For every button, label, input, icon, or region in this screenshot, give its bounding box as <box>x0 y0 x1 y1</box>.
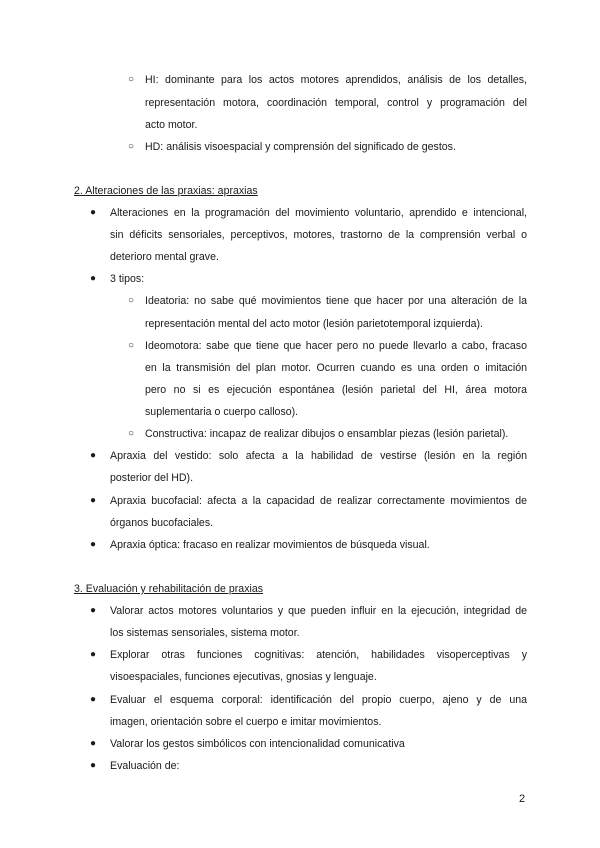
list-item-line: posterior del HD). <box>110 472 194 484</box>
open-bullet-icon: ○ <box>128 141 135 152</box>
list-item-line: deterioro mental grave. <box>110 251 219 263</box>
filled-bullet-icon: ● <box>90 605 97 616</box>
list-item-line: Apraxia del vestido: solo afecta a la habilidad de vestirse (lesión en la región <box>110 450 527 462</box>
list-item-line: órganos bucofaciales. <box>110 517 214 529</box>
list-item-line: representación motora, coordinación temporal, control y programación del <box>145 97 527 109</box>
filled-bullet-icon: ● <box>90 760 97 771</box>
list-item-line: Alteraciones en la programación del movimiento voluntario, aprendido e intencional, <box>110 207 527 219</box>
filled-bullet-icon: ● <box>90 495 97 506</box>
open-bullet-icon: ○ <box>128 428 135 439</box>
open-bullet-icon: ○ <box>128 74 135 85</box>
list-item-line: Evaluación de: <box>110 760 180 772</box>
list-item-line: HI: dominante para los actos motores aprendidos, análisis de los detalles, <box>145 74 527 86</box>
list-item-line: Valorar actos motores voluntarios y que pueden influir en la ejecución, integridad de <box>110 605 527 617</box>
sublist-item-line: representación mental del acto motor (lesión parietotemporal izquierda). <box>145 318 483 330</box>
list-item-line: Apraxia óptica: fracaso en realizar movimientos de búsqueda visual. <box>110 539 430 551</box>
list-item-line: visoespaciales, funciones ejecutivas, gnosias y lenguaje. <box>110 671 377 683</box>
sublist-item-line: pero no si es ejecución espontánea (lesión parietal del HI, área motora <box>145 384 527 396</box>
filled-bullet-icon: ● <box>90 207 97 218</box>
list-item-line: HD: análisis visoespacial y comprensión del significado de gestos. <box>145 141 456 153</box>
list-item-line: Evaluar el esquema corporal: identificación del propio cuerpo, ajeno y de una <box>110 694 527 706</box>
list-item-line: Valorar los gestos simbólicos con intencionalidad comunicativa <box>110 738 405 750</box>
list-item-line: sin déficits sensoriales, perceptivos, motores, trastorno de la comprensión verbal o <box>110 229 527 241</box>
sublist-item-line: Constructiva: incapaz de realizar dibujos o ensamblar piezas (lesión parietal). <box>145 428 509 440</box>
filled-bullet-icon: ● <box>90 649 97 660</box>
filled-bullet-icon: ● <box>90 694 97 705</box>
page-number: 2 <box>519 793 526 805</box>
section-heading: 2. Alteraciones de las praxias: apraxias <box>74 185 258 197</box>
list-item-line: Apraxia bucofacial: afecta a la capacidad de realizar correctamente movimientos de <box>110 495 527 507</box>
filled-bullet-icon: ● <box>90 539 97 550</box>
sublist-item-line: Ideatoria: no sabe qué movimientos tiene que hacer por una alteración de la <box>145 295 527 307</box>
filled-bullet-icon: ● <box>90 450 97 461</box>
list-item-line: Explorar otras funciones cognitivas: atención, habilidades visoperceptivas y <box>110 649 527 661</box>
open-bullet-icon: ○ <box>128 340 135 351</box>
list-item-line: los sistemas sensoriales, sistema motor. <box>110 627 300 639</box>
filled-bullet-icon: ● <box>90 738 97 749</box>
list-item-line: imagen, orientación sobre el cuerpo e imitar movimientos. <box>110 716 382 728</box>
open-bullet-icon: ○ <box>128 295 135 306</box>
list-item-line: 3 tipos: <box>110 273 145 285</box>
sublist-item-line: Ideomotora: sabe que tiene que hacer pero no puede llevarlo a cabo, fracaso <box>145 340 527 352</box>
sublist-item-line: suplementaria o cuerpo calloso). <box>145 406 299 418</box>
sublist-item-line: en la transmisión del plan motor. Ocurren cuando es una orden o imitación <box>145 362 527 374</box>
list-item-line: acto motor. <box>145 119 198 131</box>
filled-bullet-icon: ● <box>90 273 97 284</box>
section-heading: 3. Evaluación y rehabilitación de praxias <box>74 583 264 595</box>
